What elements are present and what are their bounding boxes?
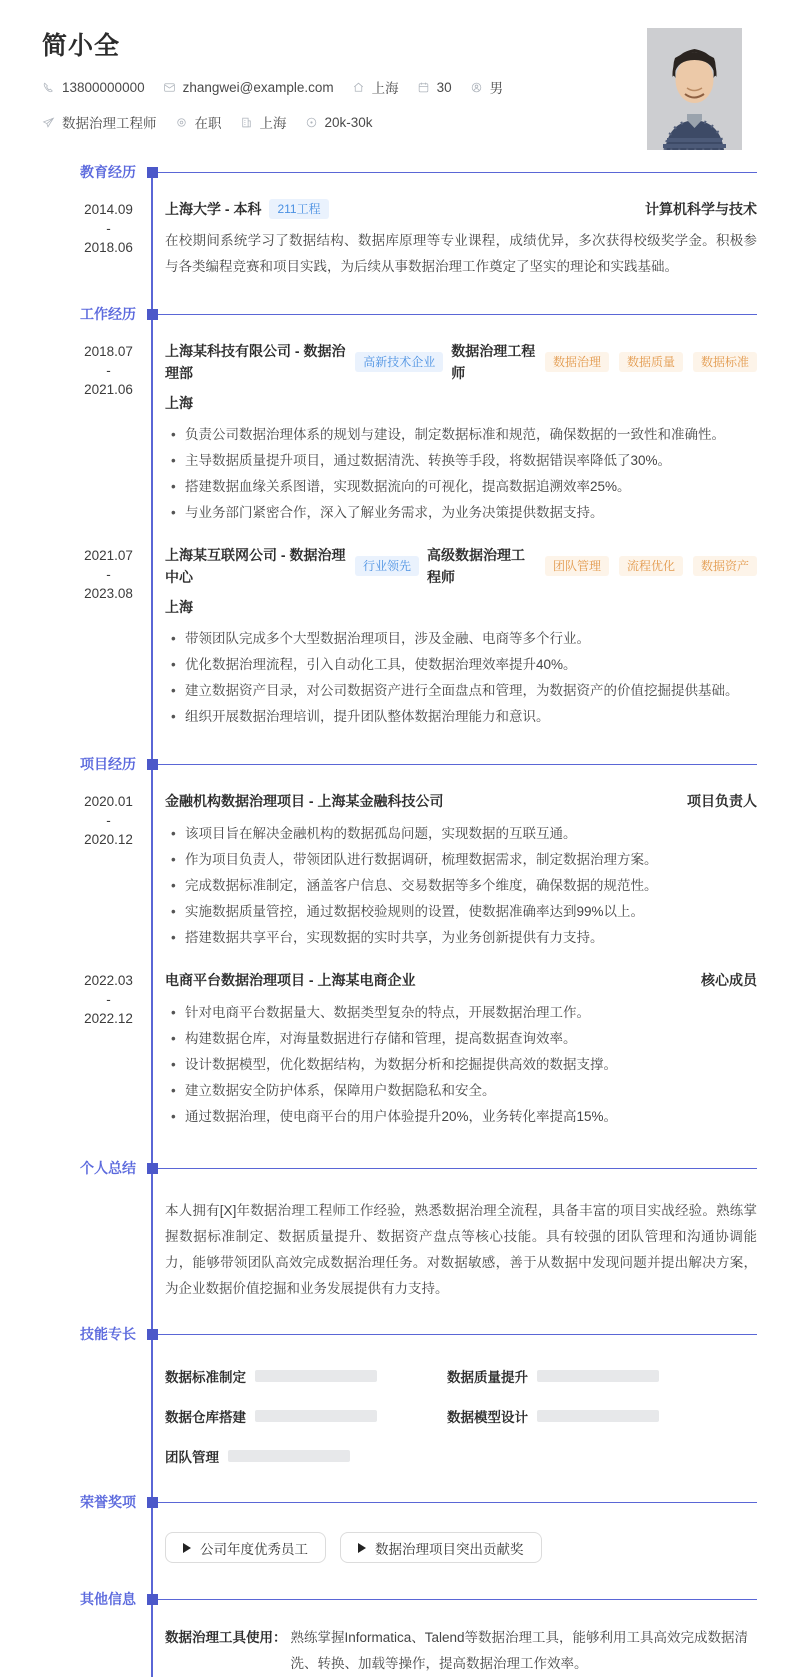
company-icon — [240, 116, 253, 129]
skill-bar — [537, 1410, 659, 1422]
play-icon — [183, 1543, 191, 1553]
bullet-item: • 通过数据治理，使电商平台的用户体验提升20%，业务转化率提高15%。 — [165, 1104, 757, 1130]
age-value: 30 — [436, 79, 452, 95]
skill-tag: 团队管理 — [545, 556, 609, 576]
honor-badge-button[interactable]: 数据治理项目突出贡献奖 — [340, 1532, 542, 1563]
section-title-work: 工作经历 — [80, 306, 136, 322]
project-role: 项目负责人 — [687, 793, 757, 809]
bullet-dot: • — [171, 683, 176, 698]
section-title-projects: 项目经历 — [80, 756, 136, 772]
projects-header — [42, 754, 757, 774]
bullet-item: • 作为项目负责人，带领团队进行数据调研，梳理数据需求，制定数据治理方案。 — [165, 847, 757, 873]
work-bullets — [165, 626, 757, 730]
section-education — [42, 162, 757, 280]
project-name: 电商平台数据治理项目 - 上海某电商企业 — [165, 972, 416, 988]
honors-header — [42, 1492, 757, 1512]
other-header — [42, 1589, 757, 1609]
bullet-dot: • — [171, 1083, 176, 1098]
bullet-item: • 带领团队完成多个大型数据治理项目，涉及金融、电商等多个行业。 — [165, 626, 757, 652]
contact-row-1 — [42, 77, 742, 97]
section-title-education: 教育经历 — [80, 164, 136, 180]
section-rule — [158, 172, 757, 173]
bullet-item: • 建立数据安全防护体系，保障用户数据隐私和安全。 — [165, 1078, 757, 1104]
skills-header — [42, 1324, 757, 1344]
summary-text: 本人拥有[X]年数据治理工程师工作经验，熟悉数据治理全流程，具备丰富的项目实战经验。熟练掌握数据标准制定、数据质量提升、数据资产盘点等核心技能。具有较强的团队管理和沟通协调能力，能够带领团队高效完成数据治理任务。对数据敏感，善于从数据中发现问题并提出解决方案，为企业数据价值挖掘和业务发展提供有力支持。 — [165, 1203, 757, 1296]
section-rule — [158, 764, 757, 765]
project-entry — [42, 790, 757, 951]
phone-value: 13800000000 — [62, 79, 145, 95]
bullet-dot: • — [171, 709, 176, 724]
section-honors — [42, 1492, 757, 1563]
section-summary — [42, 1158, 757, 1302]
work-location: 上海 — [165, 395, 193, 411]
location-value: 上海 — [371, 81, 399, 96]
bullet-dot: • — [171, 427, 176, 442]
other-entry — [42, 1623, 757, 1677]
timeline-node — [147, 1497, 158, 1508]
city-value: 上海 — [259, 116, 287, 131]
company-tag: 高新技术企业 — [355, 352, 443, 372]
bullet-item: • 搭建数据共享平台，实现数据的实时共享，为业务创新提供有力支持。 — [165, 925, 757, 951]
status-icon — [175, 116, 188, 129]
section-title-other: 其他信息 — [80, 1591, 136, 1607]
project-dates: 2022.03 - 2022.12 — [84, 973, 133, 1026]
skill-bar — [255, 1410, 377, 1422]
skill-bar — [228, 1450, 350, 1462]
email-item — [163, 80, 334, 95]
status-value: 在职 — [194, 116, 222, 131]
bullet-item: • 针对电商平台数据量大、数据类型复杂的特点，开展数据治理工作。 — [165, 1000, 757, 1026]
school-tag: 211工程 — [269, 199, 328, 219]
work-entry — [42, 340, 757, 526]
bullet-dot: • — [171, 1057, 176, 1072]
bullet-dot: • — [171, 631, 176, 646]
timeline-line — [151, 176, 153, 1677]
salary-item — [305, 115, 373, 130]
project-bullets — [165, 1000, 757, 1130]
bullet-item: • 与业务部门紧密合作，深入了解业务需求，为业务决策提供数据支持。 — [165, 500, 757, 526]
bullet-item: • 实施数据质量管控，通过数据校验规则的设置，使数据准确率达到99%以上。 — [165, 899, 757, 925]
work-dates: 2021.07 - 2023.08 — [84, 548, 133, 601]
other-info-text: 熟练掌握Informatica、Talend等数据治理工具，能够利用工具高效完成数据清洗、转换、加载等操作，提高数据治理工作效率。 — [290, 1630, 749, 1671]
phone-icon — [42, 81, 55, 94]
bullet-dot: • — [171, 505, 176, 520]
bullet-item: • 组织开展数据治理培训，提升团队整体数据治理能力和意识。 — [165, 704, 757, 730]
city-item — [240, 112, 287, 132]
resume-body — [0, 162, 794, 1677]
salary-value: 20k-30k — [324, 114, 373, 130]
company-name: 上海某互联网公司 - 数据治理中心 — [165, 547, 346, 585]
status-item — [175, 112, 222, 132]
timeline-node — [147, 167, 158, 178]
bullet-dot: • — [171, 453, 176, 468]
major-name: 计算机科学与技术 — [645, 201, 757, 217]
bullet-dot: • — [171, 1005, 176, 1020]
section-rule — [158, 1502, 757, 1503]
section-title-honors: 荣誉奖项 — [80, 1494, 136, 1510]
play-icon — [358, 1543, 366, 1553]
company-tag: 行业领先 — [355, 556, 419, 576]
honors-entry — [42, 1530, 757, 1563]
bullet-item: • 主导数据质量提升项目，通过数据清洗、转换等手段，将数据错误率降低了30%。 — [165, 448, 757, 474]
gender-value: 男 — [489, 81, 504, 96]
timeline-node — [147, 759, 158, 770]
skill-bar — [537, 1370, 659, 1382]
school-name: 上海大学 - 本科 — [165, 201, 262, 217]
summary-header — [42, 1158, 757, 1178]
bullet-item: • 该项目旨在解决金融机构的数据孤岛问题，实现数据的互联互通。 — [165, 821, 757, 847]
skill-row: 数据仓库搭建 — [165, 1406, 447, 1426]
section-title-skills: 技能专长 — [80, 1326, 136, 1342]
contact-row-2 — [42, 112, 742, 132]
bullet-item: • 建立数据资产目录，对公司数据资产进行全面盘点和管理，为数据资产的价值挖掘提供基础。 — [165, 678, 757, 704]
skills-entry — [42, 1362, 757, 1466]
education-entry — [42, 198, 757, 280]
section-projects — [42, 754, 757, 1130]
skill-row: 数据质量提升 — [447, 1366, 757, 1386]
home-icon — [352, 81, 365, 94]
skill-bar — [255, 1370, 377, 1382]
section-work — [42, 304, 757, 730]
section-other — [42, 1589, 757, 1677]
section-rule — [158, 1599, 757, 1600]
job-icon — [42, 116, 55, 129]
section-rule — [158, 1168, 757, 1169]
candidate-name: 简小全 — [42, 32, 121, 60]
bullet-item: • 构建数据仓库，对海量数据进行存储和管理，提高数据查询效率。 — [165, 1026, 757, 1052]
honor-badge-button[interactable]: 公司年度优秀员工 — [165, 1532, 326, 1563]
bullet-dot: • — [171, 826, 176, 841]
bullet-dot: • — [171, 852, 176, 867]
salary-icon — [305, 116, 318, 129]
skills-grid — [165, 1366, 757, 1466]
bullet-dot: • — [171, 479, 176, 494]
bullet-item: • 完成数据标准制定，涵盖客户信息、交易数据等多个维度，确保数据的规范性。 — [165, 873, 757, 899]
job-value: 数据治理工程师 — [62, 116, 157, 131]
bullet-item: • 负责公司数据治理体系的规划与建设，制定数据标准和规范，确保数据的一致性和准确性。 — [165, 422, 757, 448]
skill-row: 数据模型设计 — [447, 1406, 757, 1426]
skill-tag: 数据质量 — [619, 352, 683, 372]
profile-photo — [647, 28, 742, 150]
bullet-dot: • — [171, 657, 176, 672]
age-item — [417, 80, 452, 95]
education-dates: 2014.09 - 2018.06 — [84, 202, 133, 255]
skill-tag: 流程优化 — [619, 556, 683, 576]
section-skills — [42, 1324, 757, 1466]
bullet-dot: • — [171, 930, 176, 945]
work-bullets — [165, 422, 757, 526]
timeline-node — [147, 1163, 158, 1174]
bullet-item: • 搭建数据血缘关系图谱，实现数据流向的可视化，提高数据追溯效率25%。 — [165, 474, 757, 500]
section-rule — [158, 314, 757, 315]
email-value: zhangwei@example.com — [182, 79, 334, 95]
education-header — [42, 162, 757, 182]
skill-tags — [545, 556, 757, 576]
other-info-label: 数据治理工具使用： — [165, 1630, 287, 1645]
bullet-item: • 优化数据治理流程，引入自动化工具，使数据治理效率提升40%。 — [165, 652, 757, 678]
project-name: 金融机构数据治理项目 - 上海某金融科技公司 — [165, 793, 444, 809]
email-icon — [163, 81, 176, 94]
position-name: 数据治理工程师 — [451, 343, 536, 381]
bullet-dot: • — [171, 904, 176, 919]
skill-tag: 数据治理 — [545, 352, 609, 372]
skill-row: 数据标准制定 — [165, 1366, 447, 1386]
skill-tags — [545, 352, 757, 372]
location-item — [352, 77, 399, 97]
age-icon — [417, 81, 430, 94]
skill-tag: 数据标准 — [693, 352, 757, 372]
timeline-node — [147, 309, 158, 320]
bullet-item: • 设计数据模型，优化数据结构，为数据分析和挖掘提供高效的数据支撑。 — [165, 1052, 757, 1078]
gender-item — [470, 77, 504, 97]
work-dates: 2018.07 - 2021.06 — [84, 344, 133, 397]
section-rule — [158, 1334, 757, 1335]
other-info-row — [165, 1625, 757, 1677]
work-header — [42, 304, 757, 324]
project-bullets — [165, 821, 757, 951]
summary-entry — [42, 1190, 757, 1302]
work-entry — [42, 544, 757, 730]
project-role: 核心成员 — [701, 972, 757, 988]
honor-list — [165, 1532, 757, 1563]
position-name: 高级数据治理工程师 — [426, 547, 525, 585]
skill-row: 团队管理 — [165, 1446, 447, 1466]
education-description: 在校期间系统学习了数据结构、数据库原理等专业课程，成绩优异，多次获得校级奖学金。积极参与各类编程竞赛和项目实践，为后续从事数据治理工作奠定了坚实的理论和实践基础。 — [165, 233, 757, 274]
bullet-dot: • — [171, 1031, 176, 1046]
phone-item — [42, 80, 145, 95]
timeline-node — [147, 1594, 158, 1605]
bullet-dot: • — [171, 878, 176, 893]
bullet-dot: • — [171, 1109, 176, 1124]
resume-header — [0, 0, 794, 132]
work-location: 上海 — [165, 599, 193, 615]
company-name: 上海某科技有限公司 - 数据治理部 — [165, 343, 346, 381]
section-title-summary: 个人总结 — [80, 1160, 136, 1176]
job-item — [42, 112, 157, 132]
skill-tag: 数据资产 — [693, 556, 757, 576]
gender-icon — [470, 81, 483, 94]
timeline-node — [147, 1329, 158, 1340]
project-dates: 2020.01 - 2020.12 — [84, 794, 133, 847]
project-entry — [42, 969, 757, 1130]
